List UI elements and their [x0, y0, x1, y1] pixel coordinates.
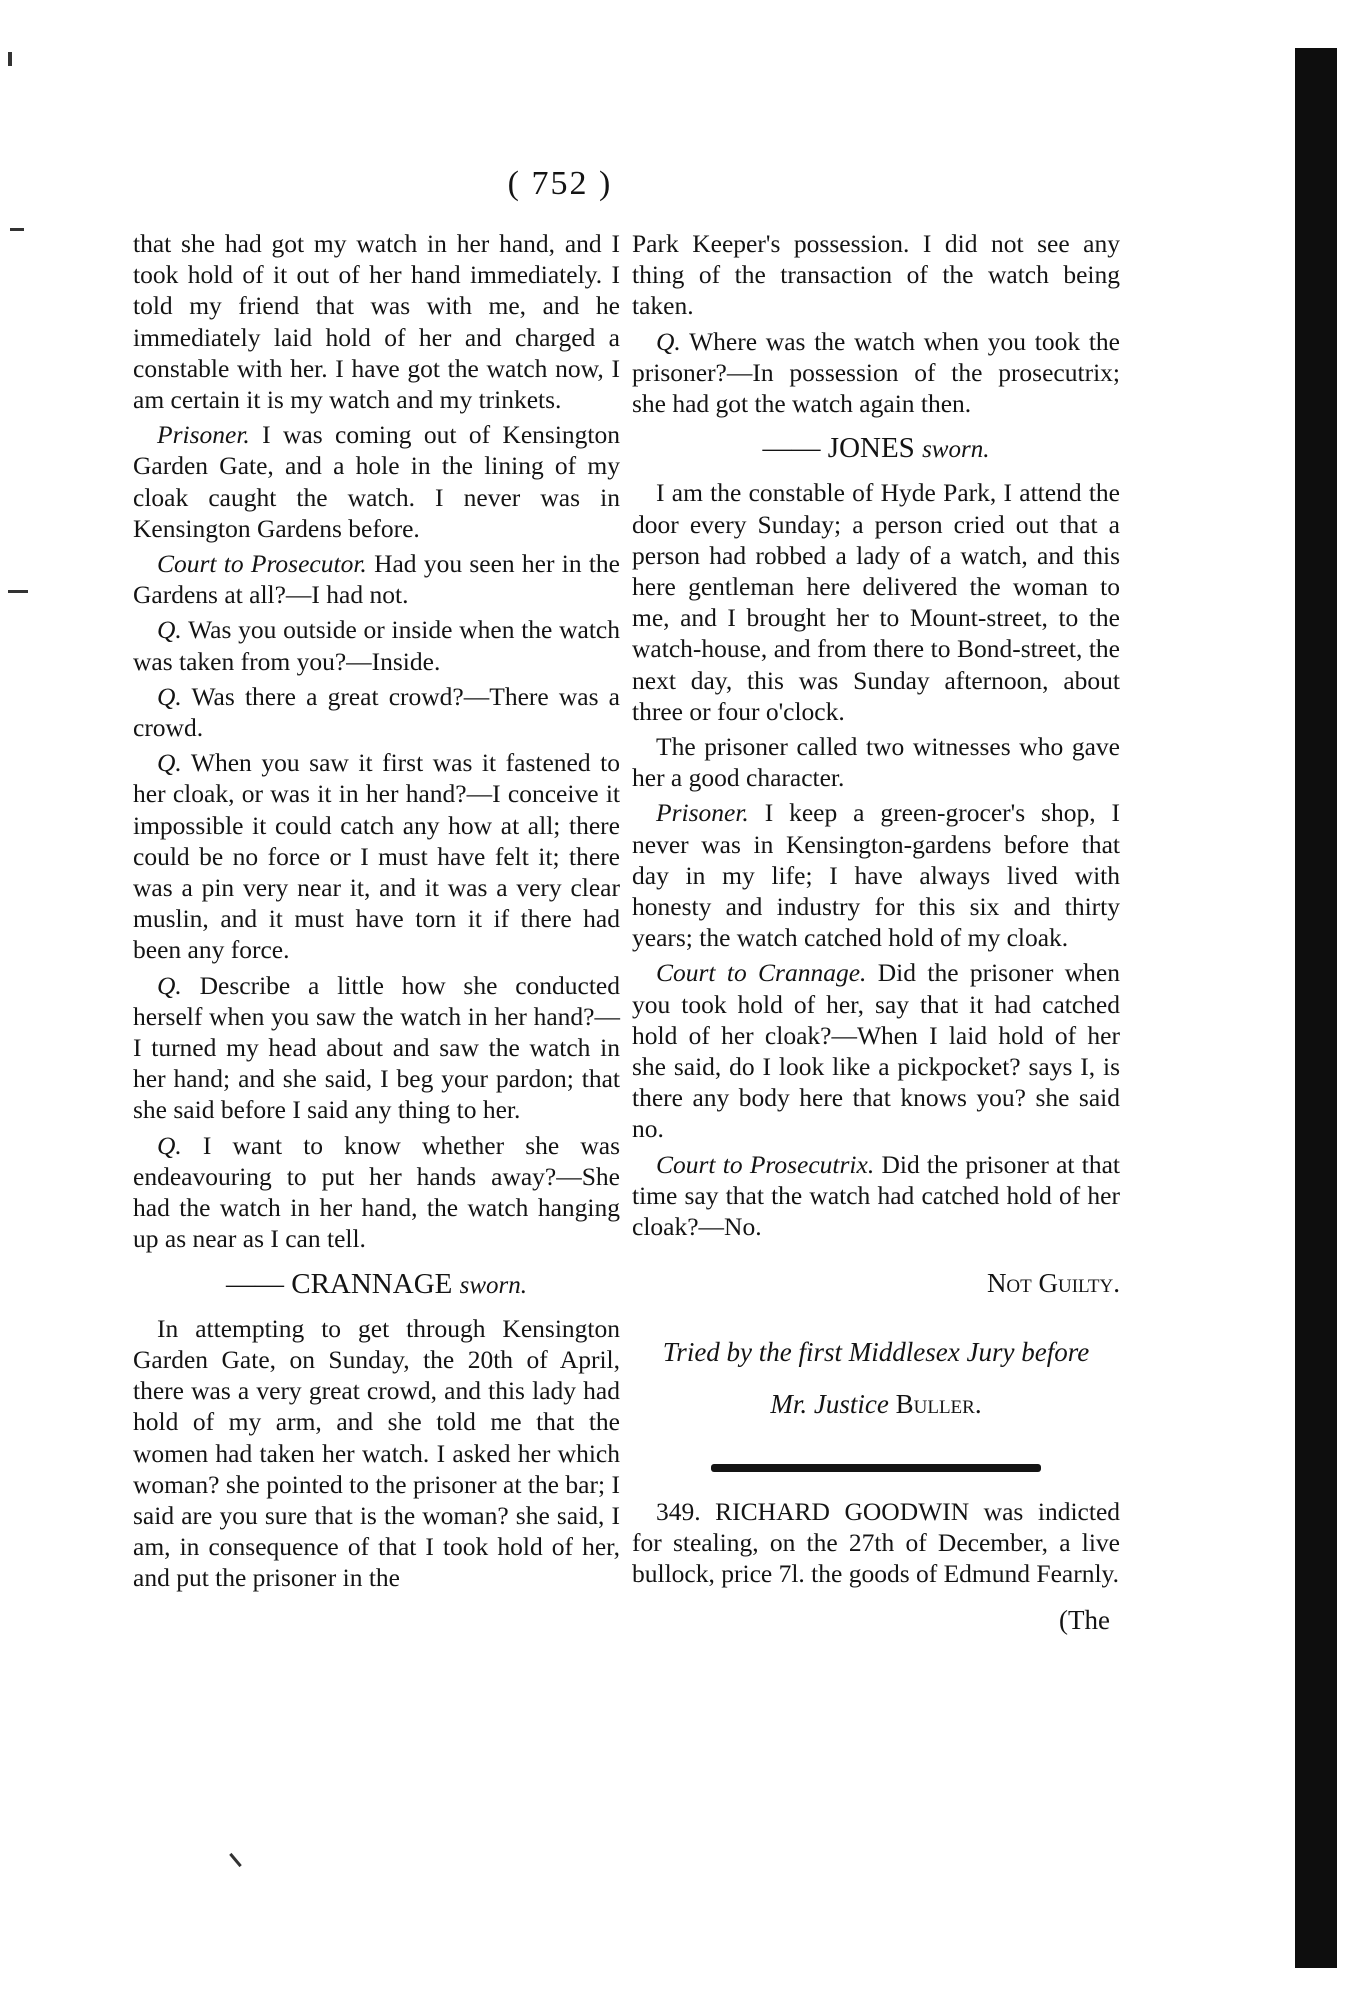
- scan-speck: [229, 1853, 242, 1867]
- section-divider: [711, 1464, 1041, 1472]
- speech-paragraph: [133, 419, 620, 544]
- case-number: 349.: [656, 1496, 701, 1526]
- question-mark: Q.: [157, 1130, 182, 1160]
- case-text: was indicted for stealing, on the 27th of December, a live bullock, price 7l. the goods of Edmund Fearnly.: [632, 1496, 1121, 1588]
- paragraph: In attempting to get through Kensington Garden Gate, on Sunday, the 20th of April, there was a very great crowd, and this lady had hold of my arm, and she told me that the women had taken her watch. I asked her which woman? she pointed to the prisoner at the bar; I said are you sure that is the woman? she said, I am, in consequence of that I took hold of her, and put the prisoner in the: [133, 1313, 620, 1593]
- speech-text: I want to know whether she was endeavouring to put her hands away?—She had the watch in her hand, the watch hanging up as near as I can tell.: [133, 1130, 620, 1254]
- speaker-label: Court to Prosecutrix.: [656, 1149, 875, 1179]
- speech-text: Had you seen her in the Gardens at all?—I had not.: [133, 549, 620, 610]
- scan-edge-shadow: [1295, 48, 1337, 1968]
- question-paragraph: [632, 326, 1120, 420]
- speech-paragraph: [133, 548, 620, 610]
- speech-paragraph: [632, 957, 1120, 1144]
- witness-heading: [632, 433, 1120, 465]
- scan-speck: [10, 228, 24, 231]
- question-mark: Q.: [656, 326, 681, 356]
- question-paragraph: [133, 1130, 620, 1255]
- trial-note-line: Tried by the first Middlesex Jury before: [662, 1336, 1090, 1367]
- witness-heading: [133, 1269, 620, 1301]
- sworn-label: sworn.: [922, 436, 990, 464]
- speech-text: Describe a little how she conducted herself when you saw the watch in her hand?—I turned my head about and saw the watch in her hand; and she said, I beg your pardon; that she said before I said any thing to her.: [133, 970, 620, 1125]
- trial-note-judge-prefix: Mr. Justice: [770, 1388, 889, 1419]
- question-mark: Q.: [157, 681, 182, 711]
- page-number: ( 752 ): [507, 165, 613, 202]
- speech-text: Was there a great crowd?—There was a crowd.: [133, 681, 621, 743]
- question-paragraph: [133, 614, 620, 676]
- question-paragraph: [133, 970, 620, 1126]
- right-column: [632, 228, 1120, 1640]
- paragraph: The prisoner called two witnesses who gave her a good character.: [632, 732, 1120, 793]
- speaker-label: Court to Crannage.: [656, 958, 867, 988]
- speech-text: I keep a green-grocer's shop, I never was in Kensington-gardens before that day in my life; I have always lived with honesty and industry for this six and thirty years; the watch catched hold of my cloak.: [632, 798, 1120, 953]
- witness-name: —— JONES: [762, 432, 915, 465]
- speech-paragraph: [632, 1149, 1120, 1243]
- speech-text: Was you outside or inside when the watch was taken from you?—Inside.: [133, 615, 620, 676]
- speaker-label: Prisoner.: [656, 798, 749, 828]
- scan-speck: [8, 52, 12, 66]
- speaker-label: Court to Prosecutor.: [157, 549, 367, 579]
- speaker-label: Prisoner.: [157, 420, 250, 450]
- speech-text: Did the prisoner when you took hold of her, say that it had catched hold of her cloak?—When I laid hold of her she said, do I look like a pickpocket? says I, is there any body here that knows you? she said no.: [632, 958, 1120, 1144]
- trial-note: [632, 1326, 1120, 1430]
- speech-text: Where was the watch when you took the prisoner?—In possession of the prosecutrix; she had got the watch again then.: [632, 326, 1120, 419]
- witness-name: —— CRANNAGE: [225, 1267, 453, 1300]
- speech-text: I was coming out of Kensington Garden Gate, and a hole in the lining of my cloak caught the watch. I never was in Kensington Gardens before.: [133, 420, 620, 543]
- sworn-label: sworn.: [459, 1271, 527, 1299]
- defendant-name: RICHARD GOODWIN: [715, 1496, 970, 1526]
- paragraph: I am the constable of Hyde Park, I attend the door every Sunday; a person cried out that a person had robbed a lady of a watch, and this here gentleman here delivered the woman to me, and I brought her to Mount-street, to the watch-house, and from there to Bond-street, the next day, this was Sunday afternoon, about three or four o'clock.: [632, 478, 1120, 726]
- scan-speck: [8, 590, 28, 593]
- catchword: (The: [1059, 1605, 1110, 1636]
- question-paragraph: [133, 681, 620, 743]
- speech-text: Did the prisoner at that time say that the watch had catched hold of her cloak?—No.: [632, 1149, 1120, 1242]
- paragraph: Park Keeper's possession. I did not see any thing of the transaction of the watch being taken.: [632, 229, 1120, 321]
- speech-paragraph: [632, 797, 1120, 953]
- question-mark: Q.: [157, 615, 182, 645]
- left-column: [133, 228, 620, 1598]
- question-mark: Q.: [157, 970, 182, 1000]
- question-mark: Q.: [157, 748, 182, 778]
- question-paragraph: [133, 747, 620, 965]
- paragraph: that she had got my watch in her hand, and I took hold of it out of her hand immediately. I told my friend that was with me, and he immediately laid hold of her and charged a constable with her. I have got the watch now, I am certain it is my watch and my trinkets.: [133, 229, 620, 415]
- case-paragraph: [632, 1496, 1120, 1590]
- judge-name: Buller.: [895, 1388, 982, 1419]
- verdict: Not Guilty.: [986, 1268, 1120, 1299]
- speech-text: When you saw it first was it fastened to her cloak, or was it in her hand?—I conceive it impossible it could catch any how at all; there could be no force or I must have felt it; there was a pin very near it, and it was a very clear muslin, and it must have torn it if there had been any force.: [133, 748, 621, 965]
